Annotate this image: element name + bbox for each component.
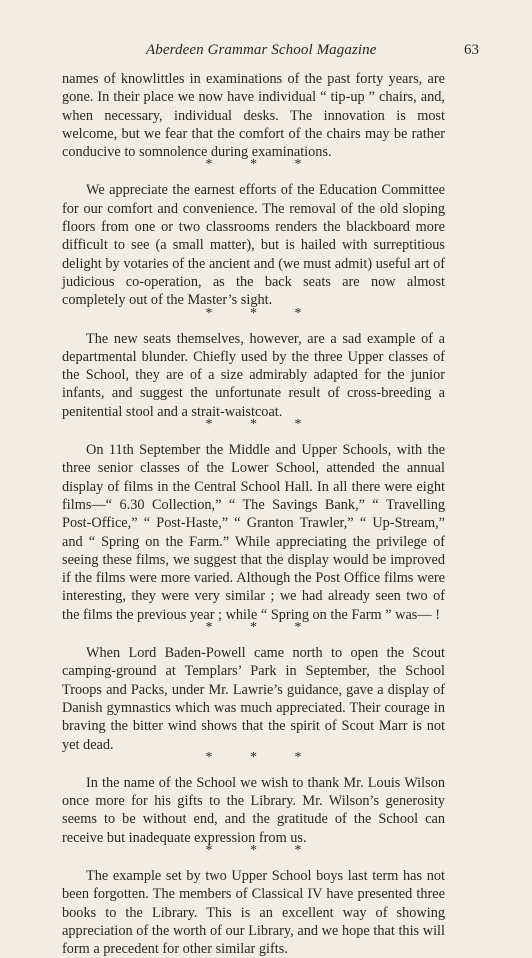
article-body: [62, 70, 445, 958]
section-divider: * * *: [205, 842, 319, 858]
paragraph-film-display: On 11th September the Middle and Upper Schools, with the three senior classes of the Lower School, attended the annual display of films in the Central School Hall. In all there were eight films—“ 6.30 Collection,” “ The Savings Bank,” “ Travelling Post-Office,” “ Post-Haste,” “ Granton Trawler,” “ Up-Stream,” and “ Spring on the Farm.” While appreciating the privilege of seeing these films, we suggest that the display would be improved if the films were more varied. Although the Post Office films were interesting, they were very similar ; we had already seen two of the films the previous year ; while “ Spring on the Farm ” was— !: [62, 442, 445, 623]
section-divider: * * *: [205, 157, 319, 173]
paragraph-scout-display: When Lord Baden-Powell came north to open the Scout camping-ground at Templars’ Park in September, the School Troops and Packs, under Mr. Lawrie’s guidance, gave a display of Danish gymnastics which was much appreciated. Their courage in braving the bitter wind shows that the spirit of Scout Marr is not yet dead.: [62, 645, 445, 753]
section-divider: * * *: [205, 620, 319, 636]
running-head: [62, 39, 479, 61]
section-divider: * * *: [205, 417, 319, 433]
section-divider: * * *: [205, 305, 319, 321]
paragraph-new-seats: The new seats themselves, however, are a sad example of a departmental blunder. Chiefly used by the three Upper classes of the School, they are of a size admirably adapted for the junior infants, and suggest the unfortunate result of cross-breeding a penitential stool and a strait-waistcoat.: [62, 330, 445, 420]
paragraph-classical-iv-gift: The example set by two Upper School boys last term has not been forgotten. The members of Classical IV have presented three books to the Library. This is an excellent way of showing appreciation of the worth of our Library, and we hope that this will form a precedent for other similar gifts.: [62, 867, 445, 958]
paragraph-examination-chairs: names of knowlittles in examinations of the past forty years, are gone. In their place we now have individual “ tip-up ” chairs, and, when necessary, individual desks. The innovation is most welcome, but we fear that the comfort of the chairs may be rather conducive to somnolence during examinations.: [62, 71, 445, 161]
section-divider: * * *: [205, 749, 319, 765]
page-number: 63: [464, 42, 479, 58]
paragraph-library-gifts: In the name of the School we wish to thank Mr. Louis Wilson once more for his gifts to the Library. Mr. Wilson’s generosity seems to be without end, and the gratitude of the School can receive but inadequate expression from us.: [62, 774, 445, 846]
paragraph-education-committee: We appreciate the earnest efforts of the Education Committee for our comfort and convenience. The removal of the old sloping floors from one or two classrooms renders the blackboard more difficult to see (a small matter), but is hailed with surreptitious delight by votaries of the ancient and (we must admit) useful art of judicious co-operation, as the back seats are now almost completely out of the Master’s sight.: [62, 182, 445, 309]
running-title: Aberdeen Grammar School Magazine: [146, 42, 377, 58]
